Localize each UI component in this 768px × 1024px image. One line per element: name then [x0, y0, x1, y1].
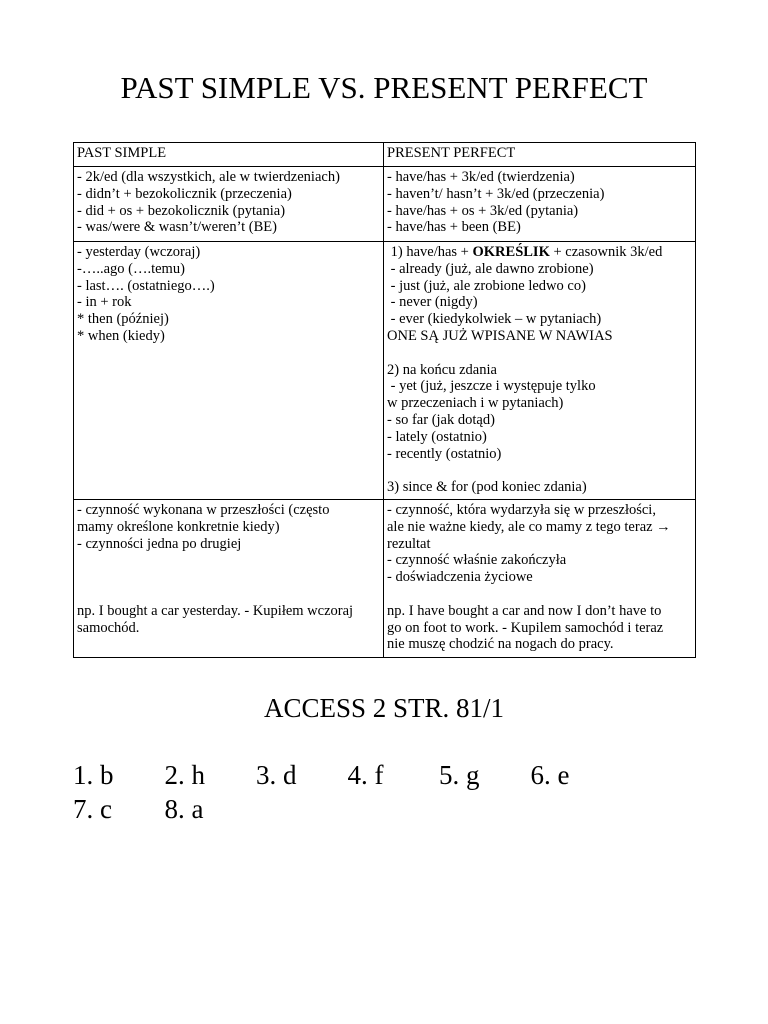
past-usage-line: - czynności jedna po drugiej	[77, 535, 242, 552]
past-example-line: samochód.	[77, 619, 140, 636]
present-time-word: - already (już, ale dawno zrobione)	[387, 260, 594, 277]
header-present-perfect: PRESENT PERFECT	[384, 143, 696, 167]
past-time-word: - last…. (ostatniego….)	[77, 277, 215, 294]
past-forms-cell	[74, 167, 384, 242]
present-time-word-note: ONE SĄ JUŻ WPISANE W NAWIAS	[387, 327, 613, 344]
present-usage-line: - czynność właśnie zakończyła	[387, 552, 567, 569]
present-usage-line: - czynność, która wydarzyła się w przeszłości,	[387, 502, 656, 518]
answer-item: 2. h	[164, 760, 205, 790]
past-example-line: np. I bought a car yesterday. - Kupiłem wczoraj	[77, 602, 354, 619]
header-past-simple: PAST SIMPLE	[74, 143, 384, 167]
past-time-word: -…..ago (….temu)	[77, 260, 185, 277]
forms-row	[74, 167, 696, 242]
answer-item: 7. c	[73, 794, 112, 824]
present-form-line: - have/has + been (BE)	[387, 219, 521, 236]
past-usage-line: mamy określone konkretnie kiedy)	[77, 518, 280, 535]
present-time-word: - ever (kiedykolwiek – w pytaniach)	[387, 311, 602, 328]
answer-list	[73, 758, 693, 826]
past-time-word: * then (później)	[77, 311, 169, 328]
present-time-word: w przeczeniach i w pytaniach)	[387, 395, 564, 412]
answer-item: 3. d	[256, 760, 297, 790]
past-time-word: * when (kiedy)	[77, 327, 165, 344]
rule-text-bold: OKREŚLIK	[472, 244, 550, 260]
answer-item: 5. g	[439, 760, 480, 790]
present-form-line: - have/has + 3k/ed (twierdzenia)	[387, 169, 575, 185]
present-usage-line: ale nie ważne kiedy, ale co mamy z tego teraz →	[387, 518, 671, 535]
answer-item: 8. a	[164, 794, 204, 824]
present-form-line: - haven’t/ hasn’t + 3k/ed (przeczenia)	[387, 185, 605, 202]
past-time-words-cell	[74, 242, 384, 500]
time-words-row	[74, 242, 696, 500]
present-time-word: - recently (ostatnio)	[387, 445, 502, 462]
past-form-line: - did + os + bezokolicznik (pytania)	[77, 202, 286, 219]
present-time-word: - yet (już, jeszcze i występuje tylko	[387, 378, 596, 395]
present-time-word: - just (już, ale zrobione ledwo co)	[387, 277, 586, 294]
spacer	[77, 552, 380, 569]
spacer	[77, 569, 380, 586]
section-title: ACCESS 2 STR. 81/1	[263, 693, 505, 723]
past-time-word: - in + rok	[77, 294, 132, 311]
present-example-line: np. I have bought a car and now I don’t have to	[387, 602, 662, 619]
present-rule-line: 3) since & for (pod koniec zdania)	[387, 479, 587, 496]
present-time-words-cell	[384, 242, 696, 500]
present-usage-cell	[384, 500, 696, 658]
past-usage-cell	[74, 500, 384, 658]
past-form-line: - didn’t + bezokolicznik (przeczenia)	[77, 185, 292, 202]
present-usage-line: - doświadczenia życiowe	[387, 569, 533, 586]
present-rule-line: 2) na końcu zdania	[387, 361, 497, 378]
past-form-line: - 2k/ed (dla wszystkich, ale w twierdzeniach)	[77, 169, 340, 185]
spacer	[387, 586, 692, 603]
present-time-word: - lately (ostatnio)	[387, 428, 487, 445]
past-form-line: - was/were & wasn’t/weren’t (BE)	[77, 219, 277, 236]
past-time-word: - yesterday (wczoraj)	[77, 244, 201, 260]
present-time-word: - so far (jak dotąd)	[387, 411, 495, 428]
present-time-word: - never (nigdy)	[387, 294, 478, 311]
spacer	[77, 586, 380, 603]
present-example-line: go on foot to work. - Kupilem samochód i teraz	[387, 619, 664, 636]
answer-item: 6. e	[530, 760, 570, 790]
header-row	[74, 143, 696, 167]
rule-text-start: 1) have/has +	[387, 244, 473, 260]
present-example-line: nie muszę chodzić na nogach do pracy.	[387, 636, 614, 653]
past-usage-line: - czynność wykonana w przeszłości (często	[77, 502, 330, 518]
present-forms-cell	[384, 167, 696, 242]
present-rule-line	[387, 244, 692, 261]
spacer	[387, 462, 692, 479]
answer-item: 1. b	[73, 760, 114, 790]
answer-item: 4. f	[347, 760, 384, 790]
present-form-line: - have/has + os + 3k/ed (pytania)	[387, 202, 579, 219]
spacer	[387, 345, 692, 362]
usage-row	[74, 500, 696, 658]
rule-text-end: + czasownik 3k/ed	[549, 244, 663, 260]
present-usage-line: rezultat	[387, 535, 431, 552]
page-title: PAST SIMPLE VS. PRESENT PERFECT	[120, 70, 648, 105]
comparison-table	[73, 142, 696, 658]
